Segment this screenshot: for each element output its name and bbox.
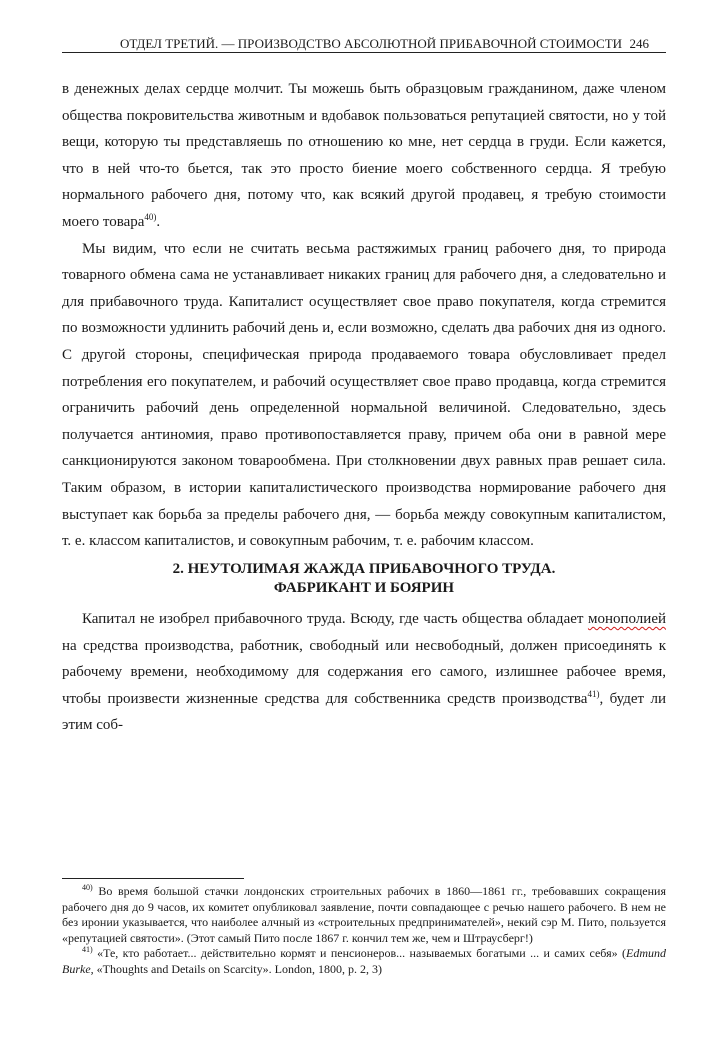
footnote-40 [62,884,666,946]
footnote-41 [62,946,666,977]
section-heading-line-2: ФАБРИКАНТ И БОЯРИН [273,580,455,596]
paragraph-3-start: Капитал не изобрел прибавочного труда. Всюду, где часть общества обладает [82,611,588,627]
body-text [62,76,666,555]
footnotes [62,884,666,978]
paragraph-1-text: в денежных делах сердце молчит. Ты можешь быть образцовым гражданином, даже членом общества покровительства животным и вдобавок пользоваться репутацией святости, но у той вещи, которую ты представляешь по отношению ко мне, нет сердца в груди. Если кажется, что в ней что-то бьется, так это просто биение моего собственного сердца. Я требую нормального рабочего дня, потому что, как всякий другой продавец, я требую стоимости моего товара [62,81,666,230]
footnote-text: Во время большой стачки лондонских строительных рабочих в 1860—1861 гг., требовавших сокращения рабочего дня до 9 часов, их комитет опубликовал заявление, почти совпадающее с речью нашего рабочего. В нем не без иронии указывается, что наиболее алчный из «строительных предпринимателей», некий сэр М. Пито, пользуется «репутацией святости». (Этот самый Пито после 1867 г. кончил тем же, чем и Штраусберг!) [62,884,666,945]
footnote-marker: 40) [82,883,93,892]
footnote-separator [62,878,244,879]
running-header-title: ОТДЕЛ ТРЕТИЙ. — ПРОИЗВОДСТВО АБСОЛЮТНОЙ ПРИБАВОЧНОЙ СТОИМОСТИ [120,36,623,51]
paragraph-3 [62,606,666,739]
footnote-ref-41[interactable]: 41) [587,688,600,699]
footnote-ref-40[interactable]: 40) [144,211,157,222]
paragraph-3-end: , будет ли этим соб- [62,690,666,734]
page-number: 246 [629,36,649,51]
section-heading-line-1: 2. НЕУТОЛИМАЯ ЖАЖДА ПРИБАВОЧНОГО ТРУДА. [172,561,556,577]
footnote-text: «Те, кто работает... действительно кормят и пенсионеров... называемых богатыми ... и самих себя» ( [92,946,626,961]
paragraph-1 [62,76,666,236]
spellcheck-flagged-word[interactable]: монополией [587,611,666,627]
footnote-author: Edmund Burke, [62,946,666,976]
paragraph-3-middle: на средства производства, работник, свободный или несвободный, должен присоединять к рабочему времени, необходимому для содержания его самого, излишнее рабочее время, чтобы произвести жизненные средства для собственника средств производства [62,637,666,707]
running-header [62,34,666,53]
footnote-marker: 41) [82,945,93,955]
paragraph-1-end: . [156,213,161,230]
section-heading [62,560,666,598]
paragraph-2: Мы видим, что если не считать весьма растяжимых границ рабочего дня, то природа товарного обмена сама не устанавливает никаких границ для рабочего дня, а следовательно и для прибавочного труда. Капиталист осуществляет свое право покупателя, когда стремится по возможности удлинить рабочий день и, если возможно, сделать два рабочих дня из одного. С другой стороны, специфическая природа продаваемого товара обусловливает предел потребления его покупателем, и рабочий осуществляет свое право продавца, когда стремится ограничить рабочий день определенной нормальной величиной. Следовательно, здесь получается антиномия, право противопоставляется праву, причем оба они в равной мере санкционируются законом товарообмена. При столкновении двух равных прав решает сила. Таким образом, в истории капиталистического производства нормирование рабочего дня выступает как борьба за пределы рабочего дня, — борьба между совокупным капиталистом, т. е. классом капиталистов, и совокупным рабочим, т. е. рабочим классом. [62,240,666,550]
footnote-source: «Thoughts and Details on Scarcity». London, 1800, p. 2, 3) [93,961,382,976]
section-body [62,606,666,739]
